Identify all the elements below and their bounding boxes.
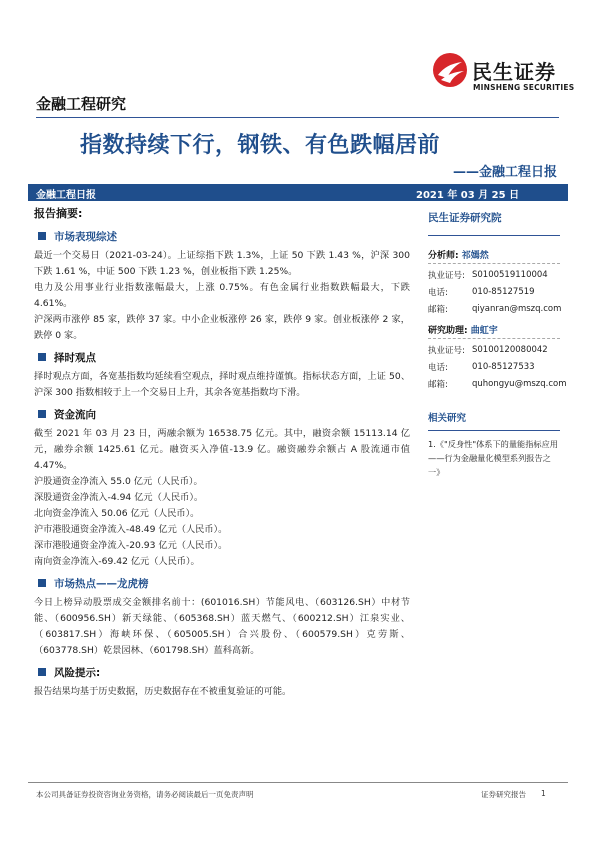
paragraph: 今日上榜异动股票成交金额排名前十：(601016.SH）节能风电、（603126.SH）中材节能、（600956.SH）新天绿能、（605368.SH）蓝天燃气、（600212.SH）江泉实业、（603817.SH）海峡环保、（605005.SH）合兴股份、（600579.SH）克劳斯、（603778.SH）乾景园林、（601798.SH）蓝科高新。 <box>34 597 410 656</box>
section-body <box>34 684 410 700</box>
section-heading: 风险提示: <box>34 663 410 681</box>
page-number: 1 <box>541 789 546 798</box>
dashed-divider <box>428 263 560 264</box>
brand-name-en: MINSHENG SECURITIES <box>473 83 575 92</box>
square-bullet-icon <box>38 668 46 676</box>
section-heading: 择时观点 <box>34 348 410 366</box>
paragraph: 沪深两市涨停 85 家，跌停 37 家。中小企业板涨停 26 家，跌停 9 家。创业板涨停 2 家，跌停 0 家。 <box>34 314 410 341</box>
institute-name: 民生证券研究院 <box>428 212 502 224</box>
paragraph: 深股通资金净流入-4.94 亿元（人民币）。 <box>34 492 204 503</box>
section-heading: 市场热点——龙虎榜 <box>34 574 410 592</box>
report-subtitle: ——金融工程日报 <box>452 165 557 180</box>
paragraph: 截至 2021 年 03 月 23 日，两融余额为 16538.75 亿元。其中，融资余额 15113.14 亿元，融券余额 1425.61 亿元。融资买入净值-13.9 亿。融资融券余额占 A 股流通市值 4.47%。 <box>34 428 410 471</box>
analyst-name: 祁嫣然 <box>461 251 489 261</box>
assistant-name: 曲虹宇 <box>470 326 498 336</box>
paragraph: 北向资金净流入 50.06 亿元（人民币）。 <box>34 508 200 519</box>
brand-mark-icon <box>432 52 468 88</box>
paragraph: 电力及公用事业行业指数涨幅最大，上涨 0.75%。有色金属行业指数跌幅最大，下跌 4.61%。 <box>34 282 410 309</box>
sidebar-divider <box>428 430 560 431</box>
section-label: 金融工程研究 <box>36 95 127 113</box>
square-bullet-icon <box>38 232 46 240</box>
related-research-link[interactable]: 1.《"反身性"体系下的量能指标应用——行为金融量化模型系列报告之一》 <box>428 439 558 477</box>
report-title: 指数持续下行，钢铁、有色跌幅居前 <box>80 133 441 158</box>
section-body <box>34 595 410 659</box>
section-heading: 市场表现综述 <box>34 227 410 245</box>
section-market-overview <box>34 227 410 344</box>
footer-divider <box>28 782 568 783</box>
section-risk <box>34 663 410 700</box>
paragraph: 沪市港股通资金净流入-48.49 亿元（人民币）。 <box>34 524 228 535</box>
section-body <box>34 369 410 401</box>
paragraph: 择时观点方面，各宽基指数均延续看空观点，择时观点维持谨慎。指标状态方面，上证 50、沪深 300 指数相较于上一个交易日上升，其余各宽基指数均下滑。 <box>34 371 410 398</box>
report-type-label: 金融工程日报 <box>36 190 96 201</box>
assistant-email-row[interactable]: 邮箱: quhongyu@mszq.com <box>428 378 567 390</box>
square-bullet-icon <box>38 410 46 418</box>
summary-heading: 报告摘要: <box>34 207 83 220</box>
section-timing <box>34 348 410 401</box>
section-fund-flow <box>34 405 410 570</box>
footer-disclaimer: 本公司具备证券投资咨询业务资格，请务必阅读最后一页免责声明 <box>36 790 254 799</box>
section-body <box>34 248 410 344</box>
paragraph: 报告结果均基于历史数据，历史数据存在不被重复验证的可能。 <box>34 686 292 697</box>
analyst-license-row: 执业证号: S0100519110004 <box>428 269 548 281</box>
assistant-license-row: 执业证号: S0100120080042 <box>428 344 548 356</box>
analyst-email-row[interactable]: 邮箱: qiyanran@mszq.com <box>428 303 562 315</box>
report-date: 2021 年 03 月 25 日 <box>416 190 520 201</box>
analyst-heading: 分析师: 祁嫣然 <box>428 251 489 261</box>
section-body <box>34 426 410 570</box>
paragraph: 最近一个交易日（2021-03-24）。上证综指下跌 1.3%，上证 50 下跌 1.43 %，沪深 300 下跌 1.61 %，中证 500 下跌 1.23 %，创业板指下跌 1.25%。 <box>34 250 410 277</box>
analyst-phone-row: 电话: 010-85127519 <box>428 286 535 298</box>
paragraph: 深市港股通资金净流入-20.93 亿元（人民币）。 <box>34 540 228 551</box>
square-bullet-icon <box>38 353 46 361</box>
paragraph: 沪股通资金净流入 55.0 亿元（人民币）。 <box>34 476 203 487</box>
section-hot-list <box>34 574 410 659</box>
brand-name-cn: 民生证券 <box>472 60 556 84</box>
sidebar-divider <box>428 235 560 236</box>
assistant-phone-row: 电话: 010-85127533 <box>428 361 535 373</box>
square-bullet-icon <box>38 579 46 587</box>
assistant-heading: 研究助理: 曲虹宇 <box>428 326 498 336</box>
sidebar <box>428 210 567 479</box>
section-heading: 资金流向 <box>34 405 410 423</box>
paragraph: 南向资金净流入-69.42 亿元（人民币）。 <box>34 556 200 567</box>
footer-report-type: 证券研究报告 <box>481 790 526 799</box>
related-research-heading: 相关研究 <box>428 413 467 424</box>
summary-column <box>34 205 410 704</box>
title-divider <box>36 117 559 118</box>
dashed-divider <box>428 338 560 339</box>
report-info-bar <box>28 184 568 201</box>
brand-logo <box>432 52 575 98</box>
